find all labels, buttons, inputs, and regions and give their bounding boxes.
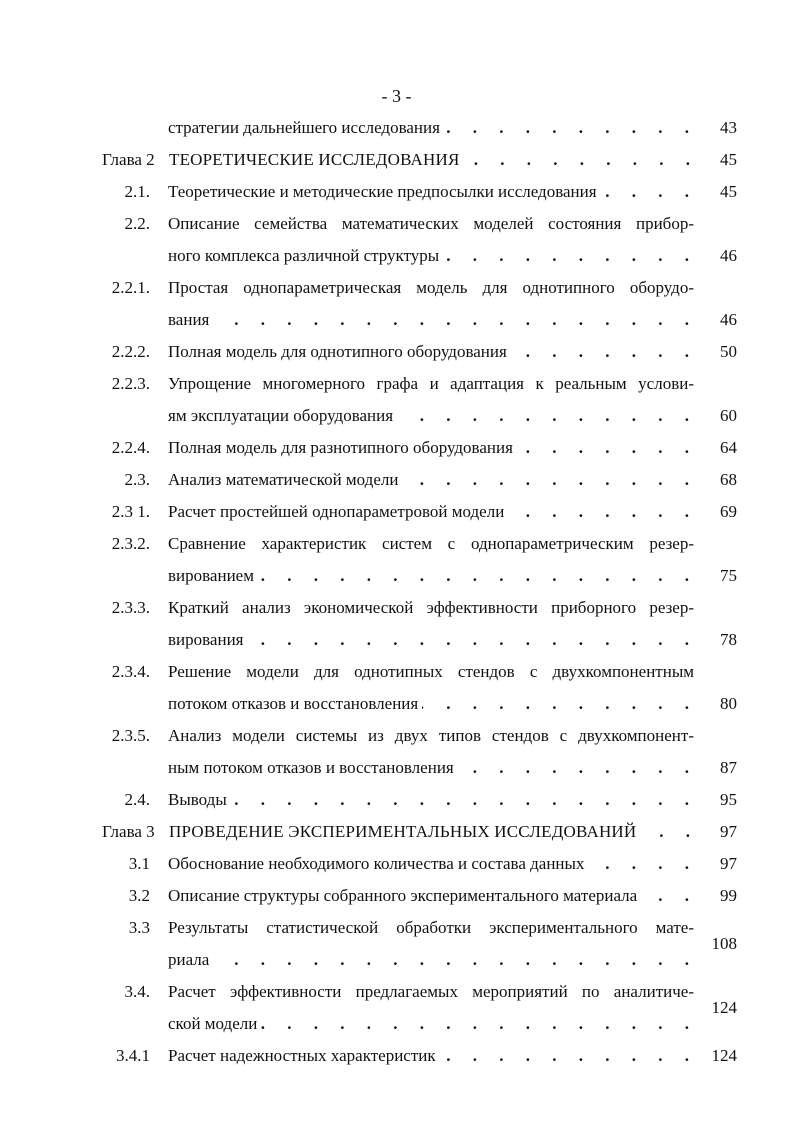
toc-entry-title-text: ям эксплуатации оборудования (168, 406, 397, 425)
toc-entry-title-text: Расчет надежностных характеристик (168, 1046, 440, 1065)
toc-entry-title-text: ТЕОРЕТИЧЕСКИЕ ИССЛЕДОВАНИЯ (169, 150, 464, 169)
toc-entry-title-text: Краткий анализ экономической эффективности приборного резер- (168, 598, 698, 617)
toc-entry-title-line (168, 976, 698, 1008)
toc-entry-page: 69 (720, 502, 737, 521)
toc-entry-page: 108 (711, 934, 737, 953)
page-number: - 3 - (381, 86, 412, 106)
toc-entry-title-line (168, 112, 698, 144)
toc-entry-title-line (168, 752, 698, 784)
toc-entry-page: 124 (711, 998, 737, 1017)
toc-entry-title-line (168, 240, 698, 272)
toc-entry-page: 60 (720, 406, 737, 425)
toc-entry-title-text: Описание структуры собранного экспериментального материала (168, 886, 641, 905)
toc-entry (0, 528, 793, 592)
toc-entry-title-text: стратегии дальнейшего исследования (168, 118, 444, 137)
toc-entry-title-text: Полная модель для разнотипного оборудования (168, 438, 517, 457)
toc-entry-title-line (168, 496, 698, 528)
toc-entry-title-text: Решение модели для однотипных стендов с двухкомпонентным (168, 662, 698, 681)
toc-entry-title-line (168, 208, 698, 240)
toc-entry (0, 848, 793, 880)
toc-entry-title-text: ской модели (168, 1014, 261, 1033)
toc-entry-page: 87 (720, 758, 737, 777)
toc-entry-title-line (168, 304, 698, 336)
toc-entry-title-text: Описание семейства математических моделей состояния прибор- (168, 214, 698, 233)
toc-entry-title-text: вирования (168, 630, 248, 649)
table-of-contents (0, 112, 793, 1072)
toc-entry-title-text: Сравнение характеристик систем с однопараметрическим резер- (168, 534, 698, 553)
toc-entry-page: 43 (720, 118, 737, 137)
toc-entry-number: 2.1. (124, 182, 150, 201)
toc-entry-page: 99 (720, 886, 737, 905)
toc-entry-number: 2.2. (124, 214, 150, 233)
toc-entry-title-text: Расчет эффективности предлагаемых мероприятий по аналитиче- (168, 982, 698, 1001)
toc-entry-title-text: ПРОВЕДЕНИЕ ЭКСПЕРИМЕНТАЛЬНЫХ ИССЛЕДОВАНИЙ (169, 822, 640, 841)
toc-entry-title-text: вированием (168, 566, 258, 585)
toc-entry-title-line (168, 592, 698, 624)
toc-entry-title-line (168, 912, 698, 944)
toc-entry (0, 976, 793, 1040)
toc-entry-page: 46 (720, 310, 737, 329)
toc-entry-page: 97 (720, 854, 737, 873)
toc-entry-title-line (168, 944, 698, 976)
toc-entry-title-line (168, 1040, 698, 1072)
toc-entry (0, 272, 793, 336)
toc-entry-number: 2.4. (124, 790, 150, 809)
toc-entry-number: Глава 2 (102, 150, 155, 169)
toc-entry (0, 1040, 793, 1072)
toc-entry-number: 2.3.2. (111, 534, 150, 553)
toc-entry (0, 176, 793, 208)
toc-entry-title-text: потоком отказов и восстановления (168, 694, 422, 713)
toc-entry-number: 3.1 (128, 854, 150, 873)
toc-entry (0, 432, 793, 464)
toc-entry-page: 97 (720, 822, 737, 841)
toc-entry (0, 880, 793, 912)
toc-entry-page: 80 (720, 694, 737, 713)
toc-entry-title-line (168, 1008, 698, 1040)
toc-entry-number: 3.3 (128, 918, 150, 937)
toc-entry-title-line (168, 688, 698, 720)
toc-entry-title-text: Результаты статистической обработки экспериментального мате- (168, 918, 698, 937)
toc-entry-title-line (168, 400, 698, 432)
toc-entry-title-text: Анализ модели системы из двух типов стендов с двухкомпонент- (168, 726, 698, 745)
toc-entry-page: 124 (711, 1046, 737, 1065)
toc-entry (0, 496, 793, 528)
toc-entry-title-line (168, 432, 698, 464)
toc-entry-title-text: Теоретические и методические предпосылки исследования (168, 182, 601, 201)
toc-entry (0, 784, 793, 816)
toc-entry-page: 64 (720, 438, 737, 457)
toc-entry-title-line (168, 720, 698, 752)
toc-entry-page: 50 (720, 342, 737, 361)
toc-entry-title-text: ного комплекса различной структуры (168, 246, 443, 265)
toc-entry-title-line (168, 624, 698, 656)
toc-entry-page: 95 (720, 790, 737, 809)
toc-entry-title-text: Простая однопараметрическая модель для однотипного оборудо- (168, 278, 698, 297)
toc-entry-number: 2.3. (124, 470, 150, 489)
toc-entry-number: 3.4.1 (116, 1046, 150, 1065)
toc-entry-title-line (168, 464, 698, 496)
toc-entry-page: 45 (720, 150, 737, 169)
toc-entry-number: 3.4. (124, 982, 150, 1001)
toc-entry-title-text: ным потоком отказов и восстановления (168, 758, 458, 777)
toc-entry-page: 46 (720, 246, 737, 265)
toc-entry-page: 78 (720, 630, 737, 649)
toc-entry-title-line (168, 880, 698, 912)
toc-entry-title-line (168, 368, 698, 400)
toc-entry-title-text: Расчет простейшей однопараметровой модели (168, 502, 508, 521)
toc-entry (0, 336, 793, 368)
toc-chapter-entry (0, 816, 793, 848)
toc-entry-title-line (168, 784, 698, 816)
toc-entry-title-line (168, 560, 698, 592)
toc-entry-number: 2.3.4. (111, 662, 150, 681)
toc-entry-number: 2.2.1. (111, 278, 150, 297)
toc-entry (0, 912, 793, 976)
toc-entry (0, 720, 793, 784)
toc-entry-number: 2.2.3. (111, 374, 150, 393)
toc-entry (0, 112, 793, 144)
toc-entry (0, 464, 793, 496)
toc-entry-title-line (168, 528, 698, 560)
toc-entry-page: 75 (720, 566, 737, 585)
toc-entry-page: 68 (720, 470, 737, 489)
toc-entry-title-text: Анализ математической модели (168, 470, 402, 489)
toc-entry-page: 45 (720, 182, 737, 201)
toc-entry-title-text: Полная модель для однотипного оборудования (168, 342, 511, 361)
toc-entry-title-line (168, 656, 698, 688)
toc-entry-title-line (169, 144, 699, 176)
toc-entry-title-text: риала (168, 950, 213, 969)
toc-entry (0, 208, 793, 272)
toc-entry-number: 2.2.4. (111, 438, 150, 457)
toc-entry-title-text: Выводы (168, 790, 231, 809)
toc-entry-number: 2.3 1. (111, 502, 150, 521)
toc-chapter-entry (0, 144, 793, 176)
toc-entry-title-text: Обоснование необходимого количества и состава данных (168, 854, 588, 873)
toc-entry-number: Глава 3 (102, 822, 155, 841)
toc-entry-title-line (168, 336, 698, 368)
toc-entry-title-line (168, 848, 698, 880)
toc-entry-number: 2.2.2. (111, 342, 150, 361)
toc-entry-title-line (168, 176, 698, 208)
toc-entry-number: 2.3.5. (111, 726, 150, 745)
toc-entry (0, 656, 793, 720)
toc-entry (0, 368, 793, 432)
toc-entry-title-text: Упрощение многомерного графа и адаптация к реальным услови- (168, 374, 698, 393)
toc-entry-title-line (169, 816, 699, 848)
toc-entry (0, 592, 793, 656)
toc-entry-number: 3.2 (128, 886, 150, 905)
toc-entry-number: 2.3.3. (111, 598, 150, 617)
toc-entry-title-text: вания (168, 310, 213, 329)
toc-entry-title-line (168, 272, 698, 304)
